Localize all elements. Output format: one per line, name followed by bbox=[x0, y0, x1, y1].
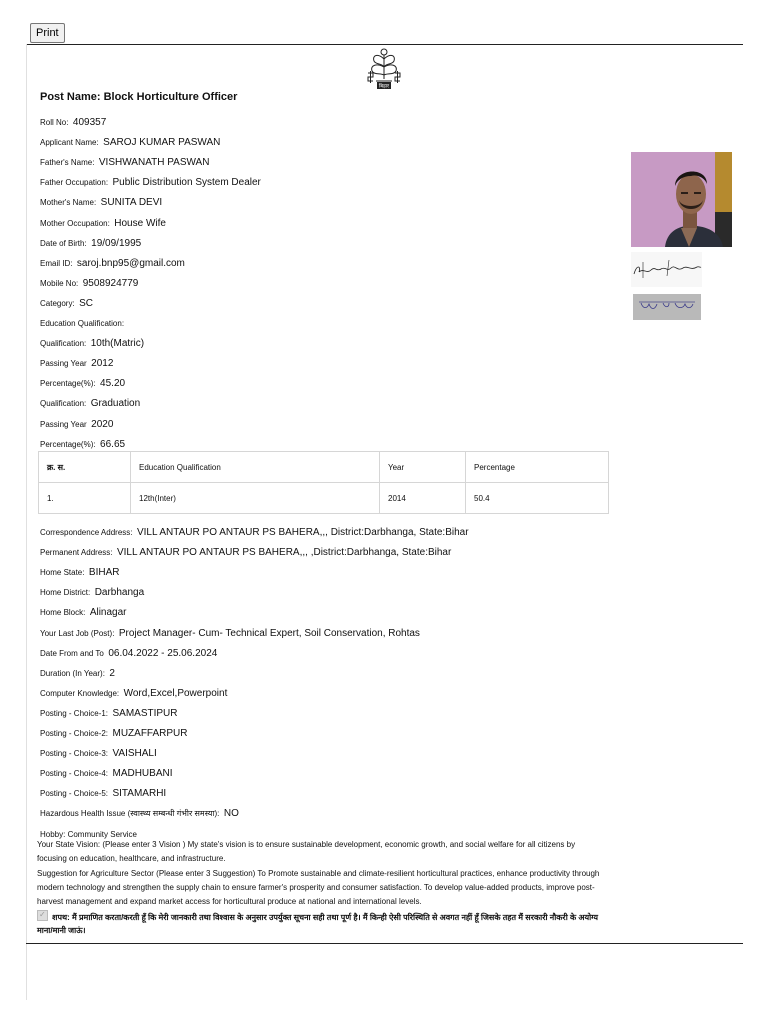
field-value: 409357 bbox=[72, 117, 107, 128]
applicant-signature-english bbox=[631, 252, 702, 287]
field-row bbox=[40, 602, 127, 620]
bottom-divider bbox=[26, 943, 743, 944]
field-value: 06.04.2022 - 25.06.2024 bbox=[108, 647, 218, 659]
field-label: Posting - Choice-4: bbox=[40, 769, 109, 779]
bihar-emblem-logo bbox=[364, 45, 404, 91]
field-row bbox=[40, 132, 220, 150]
field-value: Darbhanga bbox=[94, 587, 145, 599]
field-label: Passing Year bbox=[40, 359, 87, 369]
field-label: Hazardous Health Issue (स्वास्थ्य सम्बन्धी गंभीर समस्या): bbox=[40, 809, 220, 819]
page-left-border bbox=[26, 44, 27, 1000]
field-label: Posting - Choice-1: bbox=[40, 708, 109, 718]
field-label: Permanent Address: bbox=[40, 548, 113, 558]
field-label: Your Last Job (Post): bbox=[40, 628, 115, 638]
field-value: BIHAR bbox=[88, 567, 120, 579]
field-row bbox=[40, 803, 239, 821]
applicant-photo bbox=[631, 152, 732, 247]
field-value: VISHWANATH PASWAN bbox=[98, 157, 210, 169]
col-header-year: Year bbox=[380, 452, 466, 483]
field-row bbox=[40, 683, 227, 701]
applicant-signature-hindi bbox=[633, 294, 701, 320]
field-label: Correspondence Address: bbox=[40, 528, 133, 537]
field-value: SAMASTIPUR bbox=[112, 707, 178, 719]
table-row bbox=[39, 483, 609, 514]
field-row bbox=[40, 172, 261, 190]
field-label: Qualification: bbox=[40, 339, 87, 349]
education-table bbox=[38, 451, 609, 514]
field-value: 2 bbox=[109, 667, 115, 679]
field-row bbox=[40, 213, 166, 231]
field-row bbox=[40, 542, 451, 560]
field-value: VAISHALI bbox=[112, 748, 157, 760]
field-label: Posting - Choice-2: bbox=[40, 729, 109, 738]
field-row bbox=[40, 373, 125, 391]
field-value: 10th(Matric) bbox=[90, 338, 145, 350]
field-label: Mother's Name: bbox=[40, 198, 97, 208]
field-row bbox=[40, 233, 141, 251]
field-row bbox=[40, 743, 157, 761]
field-label: Percentage(%): bbox=[40, 439, 96, 449]
field-label: Date of Birth: bbox=[40, 238, 87, 248]
field-value: saroj.bnp95@gmail.com bbox=[76, 257, 185, 269]
col-header-serial: क्र. स. bbox=[39, 452, 131, 483]
field-row bbox=[40, 152, 209, 170]
field-label: Qualification: bbox=[40, 399, 87, 409]
field-value: SUNITA DEVI bbox=[100, 197, 163, 209]
field-label: Father's Name: bbox=[40, 158, 95, 168]
field-value: Project Manager- Cum- Technical Expert, Soil Conservation, Rohtas bbox=[118, 627, 420, 639]
field-label: Home Block: bbox=[40, 608, 86, 618]
field-label: Home District: bbox=[40, 588, 91, 598]
field-label: Home State: bbox=[40, 568, 85, 578]
field-value: 2020 bbox=[91, 418, 114, 430]
field-row bbox=[40, 393, 140, 411]
field-row bbox=[40, 783, 166, 801]
field-row bbox=[40, 723, 187, 741]
table-cell: 1. bbox=[39, 483, 131, 514]
field-value: 9508924779 bbox=[82, 277, 139, 289]
post-name-heading: Post Name: Block Horticulture Officer bbox=[40, 91, 238, 103]
field-value: Alinagar bbox=[89, 607, 127, 619]
field-value: Public Distribution System Dealer bbox=[112, 177, 261, 189]
field-label: Education Qualification: bbox=[40, 319, 125, 328]
field-value: MADHUBANI bbox=[112, 768, 173, 780]
state-vision-text: Your State Vision: (Please enter 3 Vision ) My state's vision is to ensure sustainable development, economic growth, and social welfare for all citizens by focusing on education, healthcare, and infrastructure. bbox=[37, 840, 576, 863]
field-value: MUZAFFARPUR bbox=[112, 728, 188, 739]
field-row bbox=[40, 353, 113, 371]
field-value: NO bbox=[223, 808, 239, 820]
field-label: Mother Occupation: bbox=[40, 218, 110, 228]
field-row bbox=[40, 623, 420, 641]
field-value: SITAMARHI bbox=[112, 788, 167, 800]
agriculture-suggestion-text: Suggestion for Agriculture Sector (Please enter 3 Suggestion) To Promote sustainable and climate-resilient horticultural practices, enhance productivity through modern technology and strengthen the supply chain to ensure farmer's prosperity and consumer satisfaction. To develop value-added products, improve post-harvest management and expand market access for horticultural produce at national and international levels. bbox=[37, 869, 600, 906]
field-value: 2012 bbox=[91, 358, 114, 370]
field-label: Hobby: Community Service bbox=[40, 829, 137, 839]
field-value: SC bbox=[79, 297, 94, 309]
field-row bbox=[40, 293, 93, 311]
field-value: 66.65 bbox=[100, 438, 126, 450]
table-header-row bbox=[39, 452, 609, 483]
declaration-text: शपथ: मैं प्रमाणित करता/करती हूँ कि मेरी जानकारी तथा विश्वास के अनुसार उपर्युक्त सूचना सही तथा पूर्ण है। मैं किन्ही ऐसी परिस्थिति से अवगत नहीं हूँ जिसके तहत मैं सरकारी नौकरी के अयोग्य माना/मानी जाऊं। bbox=[37, 913, 599, 935]
field-row bbox=[40, 313, 124, 331]
field-label: Computer Knowledge: bbox=[40, 688, 120, 698]
field-label: Percentage(%): bbox=[40, 379, 96, 389]
field-row bbox=[40, 414, 113, 432]
svg-text:बिहार: बिहार bbox=[378, 83, 390, 90]
table-cell: 2014 bbox=[380, 483, 466, 514]
table-cell: 50.4 bbox=[466, 483, 609, 514]
field-value: SAROJ KUMAR PASWAN bbox=[103, 137, 221, 149]
field-value: 45.20 bbox=[100, 378, 126, 390]
field-label: Passing Year bbox=[40, 419, 87, 429]
print-button[interactable]: Print bbox=[30, 23, 65, 43]
field-label: Category: bbox=[40, 298, 75, 308]
declaration bbox=[37, 910, 607, 937]
field-row bbox=[40, 582, 144, 600]
field-value: Word,Excel,Powerpoint bbox=[123, 687, 228, 699]
field-row bbox=[40, 643, 217, 661]
field-row bbox=[40, 192, 162, 210]
field-label: Mobile No: bbox=[40, 278, 79, 288]
field-value: 19/09/1995 bbox=[91, 237, 142, 249]
table-cell: 12th(Inter) bbox=[131, 483, 380, 514]
field-value: Graduation bbox=[90, 398, 141, 410]
field-label: Roll No: bbox=[40, 118, 69, 127]
field-value: VILL ANTAUR PO ANTAUR PS BAHERA,,, District:Darbhanga, State:Bihar bbox=[136, 527, 469, 538]
field-label: Date From and To bbox=[40, 648, 104, 658]
field-row bbox=[40, 112, 106, 130]
field-row bbox=[40, 703, 178, 721]
field-label: Duration (In Year): bbox=[40, 668, 105, 678]
field-label: Posting - Choice-3: bbox=[40, 749, 109, 759]
field-value: VILL ANTAUR PO ANTAUR PS BAHERA,,, ,District:Darbhanga, State:Bihar bbox=[116, 547, 452, 559]
field-row bbox=[40, 763, 173, 781]
col-header-qualification: Education Qualification bbox=[131, 452, 380, 483]
field-value: House Wife bbox=[114, 217, 166, 229]
field-label: Email ID: bbox=[40, 258, 73, 268]
field-row bbox=[40, 562, 119, 580]
field-row bbox=[40, 663, 115, 681]
field-row bbox=[40, 434, 125, 452]
field-label: Father Occupation: bbox=[40, 178, 109, 188]
field-row bbox=[40, 333, 144, 351]
field-label: Applicant Name: bbox=[40, 138, 99, 148]
col-header-percentage: Percentage bbox=[466, 452, 609, 483]
field-row bbox=[40, 253, 185, 271]
field-row bbox=[40, 273, 138, 291]
declaration-checkbox[interactable] bbox=[37, 910, 48, 921]
field-row bbox=[40, 522, 469, 540]
field-label: Posting - Choice-5: bbox=[40, 789, 109, 799]
